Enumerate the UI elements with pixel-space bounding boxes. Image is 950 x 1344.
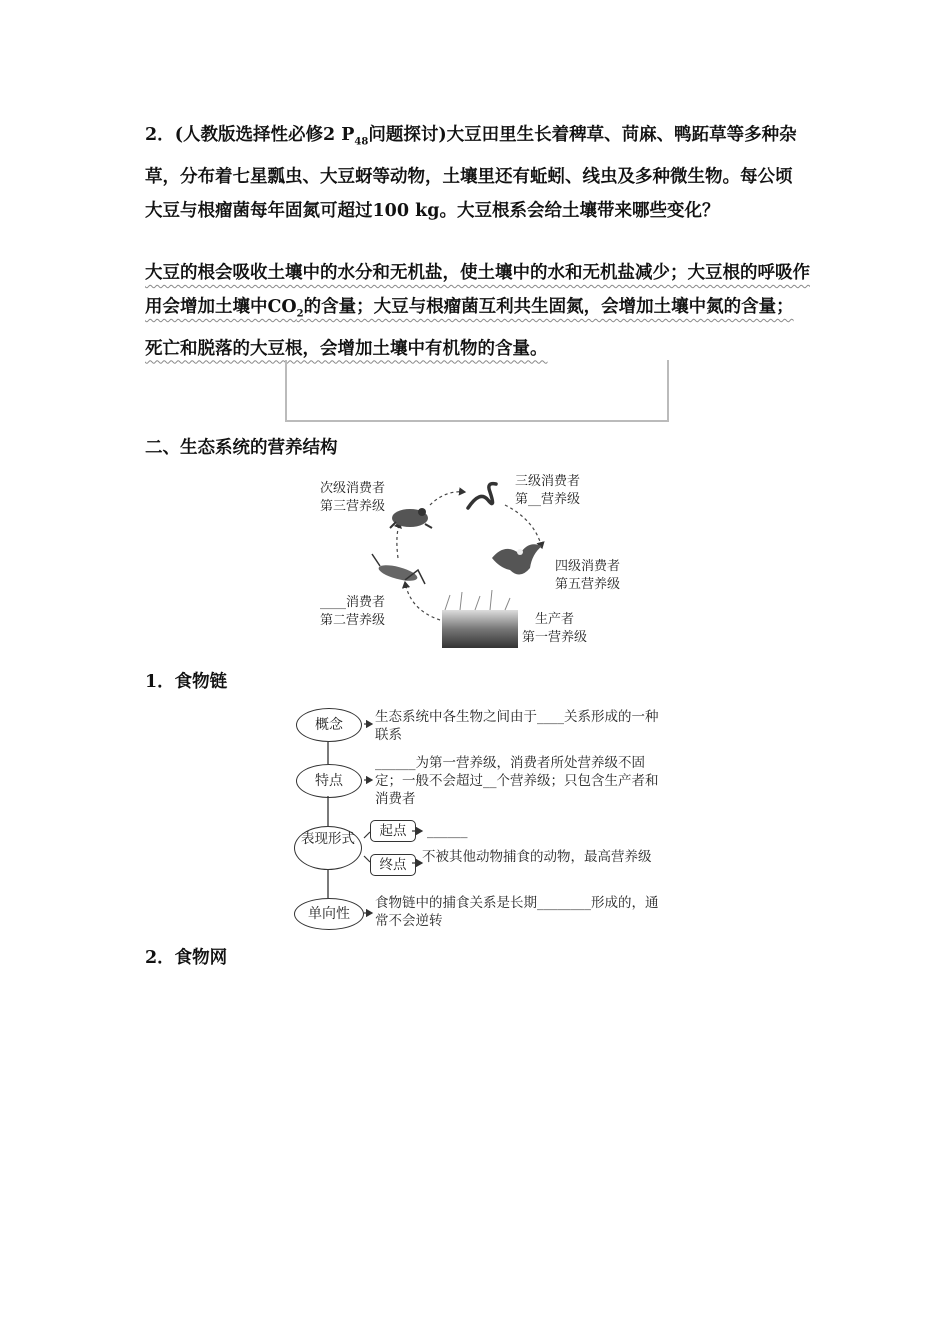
section-title: 二、生态系统的营养结构	[145, 438, 338, 458]
primary-consumer-label: ____消费者 第二营养级	[320, 595, 386, 628]
arrow-secondary-to-tertiary	[430, 492, 465, 505]
answer-box	[285, 360, 669, 422]
arrow-tertiary-to-quaternary	[505, 505, 542, 548]
answer-sub: 2	[296, 308, 304, 320]
direction-text: 食物链中的捕食关系是长期________形成的，通常不会逆转	[375, 895, 659, 929]
end-box: 终点	[370, 854, 416, 876]
answer-part1: 大豆的根会吸收土壤中的水分和无机盐，使土壤中的水和无机盐减少；大豆根的呼吸作用会增加土壤中CO	[145, 263, 810, 317]
end-text: 不被其他动物捕食的动物，最高营养级	[422, 849, 652, 865]
start-box: 起点	[370, 820, 416, 842]
arrow-primary-to-secondary	[397, 522, 400, 558]
snake-icon	[468, 484, 496, 508]
grass-icon	[442, 610, 518, 648]
quaternary-consumer-label: 四级消费者 第五营养级	[555, 559, 621, 592]
question-number: 2．	[145, 125, 175, 145]
grasshopper-icon	[372, 554, 425, 584]
question-source-tail: 问题探讨)	[368, 125, 447, 145]
question-text: 大豆田里生长着稗草、苘麻、鸭跖草等多种杂草，分布着七星瓢虫、大豆蚜等动物，土壤里还有蚯蚓、线虫及多种微生物。每公顷大豆与根瘤菌每年固氮可超过100 kg。大豆根系会给土壤带来哪些变化？	[145, 125, 797, 221]
frog-icon	[390, 508, 432, 528]
producer-label: 生产者 第一营养级	[522, 612, 588, 645]
feature-oval: 特点	[296, 764, 362, 798]
food-web-title: 2．食物网	[145, 948, 228, 968]
arrow-producer-to-primary	[405, 582, 440, 620]
direction-oval: 单向性	[294, 898, 364, 930]
question-paragraph	[145, 118, 805, 228]
answer-paragraph	[145, 256, 810, 366]
start-text: ______	[427, 823, 468, 839]
eagle-icon	[492, 544, 542, 574]
secondary-consumer-label: 次级消费者 第三营养级	[320, 481, 386, 514]
tertiary-consumer-label: 三级消费者 第__营养级	[515, 474, 581, 507]
concept-text: 生态系统中各生物之间由于____关系形成的一种联系	[375, 709, 659, 743]
feature-text: ______为第一营养级，消费者所处营养级不固定；一般不会超过__个营养级；只包含生产者和消费者	[375, 755, 659, 807]
concept-oval: 概念	[296, 708, 362, 742]
question-source-page: 48	[354, 136, 369, 148]
question-source: (人教版选择性必修2 P	[174, 125, 355, 145]
form-oval: 表现形式	[294, 826, 362, 870]
food-chain-title: 1．食物链	[145, 672, 228, 692]
answer-part2: 的含量；大豆与根瘤菌互利共生固氮，会增加土壤中氮的含量；死亡和脱落的大豆根，会增加土壤中有机物的含量。	[145, 297, 794, 359]
